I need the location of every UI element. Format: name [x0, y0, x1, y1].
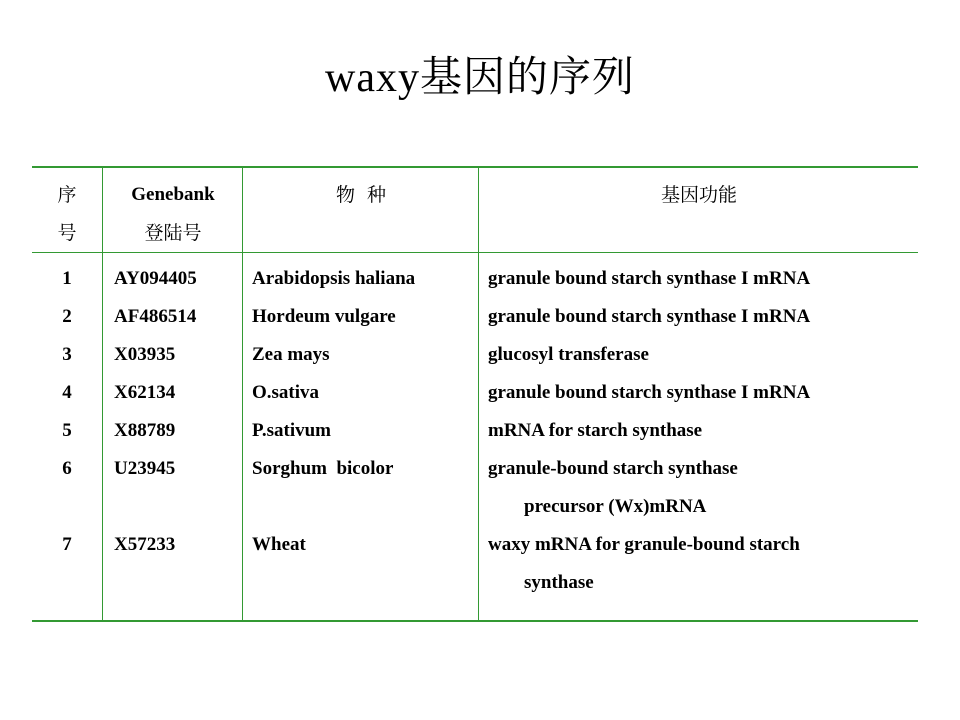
column-divider	[102, 168, 103, 620]
row-accession: AF486514	[114, 306, 197, 327]
header-index-line1: 序	[57, 184, 77, 206]
header-genebank-line1: Genebank	[131, 184, 215, 205]
row-function-line: glucosyl transferase	[488, 344, 649, 365]
row-function-line: granule bound starch synthase I mRNA	[488, 268, 811, 289]
row-index: 7	[62, 534, 72, 555]
row-accession: AY094405	[114, 268, 197, 289]
row-function-line: precursor (Wx)mRNA	[524, 496, 707, 517]
row-index: 5	[62, 420, 72, 441]
row-index: 6	[62, 458, 72, 479]
row-species: Hordeum vulgare	[252, 306, 396, 327]
row-function-line: granule-bound starch synthase	[488, 458, 738, 479]
row-function	[488, 298, 914, 336]
gene-table	[32, 166, 918, 622]
row-species: Sorghum bicolor	[252, 458, 394, 479]
header-function: 基因功能	[660, 184, 737, 206]
row-function	[488, 374, 914, 412]
row-function-line: granule bound starch synthase I mRNA	[488, 382, 811, 403]
row-function-line: mRNA for starch synthase	[488, 420, 703, 441]
header-index	[32, 176, 102, 252]
header-divider	[32, 252, 918, 253]
row-accession: X62134	[114, 382, 176, 403]
row-accession: X88789	[114, 420, 176, 441]
row-species: Arabidopsis haliana	[252, 268, 416, 289]
row-index: 3	[62, 344, 72, 365]
row-function	[488, 336, 914, 374]
row-index: 4	[62, 382, 72, 403]
row-function	[488, 450, 914, 526]
row-function-line: waxy mRNA for granule-bound starch	[488, 534, 800, 555]
row-species: Zea mays	[252, 344, 330, 365]
row-species: O.sativa	[252, 382, 320, 403]
row-accession: X03935	[114, 344, 176, 365]
row-species: Wheat	[252, 534, 306, 555]
row-index: 1	[62, 268, 72, 289]
header-genebank-line2: 登陆号	[144, 222, 202, 244]
header-genebank	[104, 176, 242, 252]
row-index: 2	[62, 306, 72, 327]
row-function-line: synthase	[524, 572, 594, 593]
slide-title: waxy基因的序列	[325, 55, 635, 101]
row-accession: X57233	[114, 534, 176, 555]
row-species: P.sativum	[252, 420, 332, 441]
row-accession: U23945	[114, 458, 176, 479]
row-function	[488, 412, 914, 450]
row-function-line: granule bound starch synthase I mRNA	[488, 306, 811, 327]
row-function	[488, 260, 914, 298]
header-species: 物 种	[335, 184, 387, 206]
row-function	[488, 526, 914, 602]
header-index-line2: 号	[57, 222, 77, 244]
